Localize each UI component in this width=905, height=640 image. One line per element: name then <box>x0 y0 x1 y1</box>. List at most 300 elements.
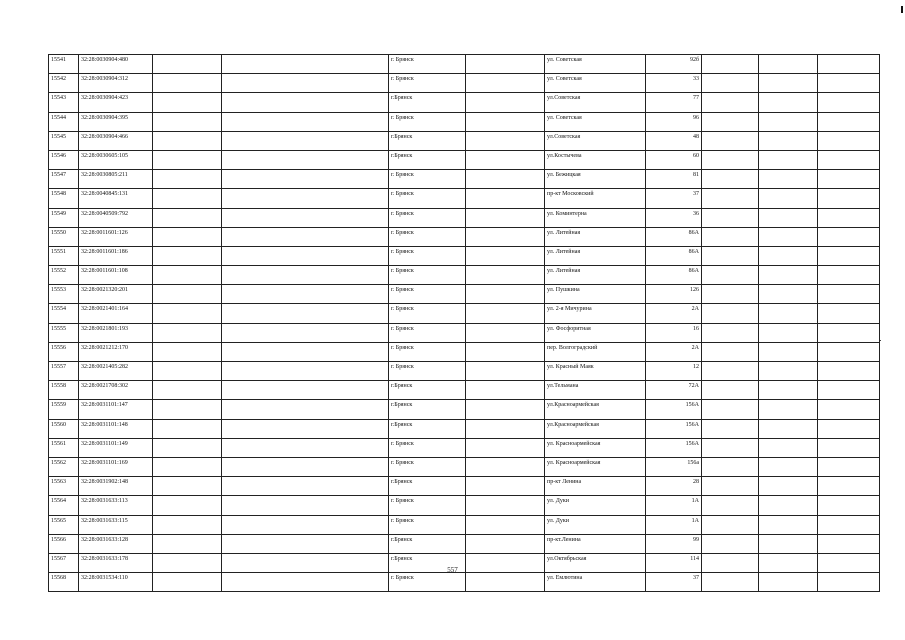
empty-cell <box>818 534 880 553</box>
empty-cell <box>153 189 222 208</box>
street-cell: ул. 2-я Мичурина <box>545 304 646 323</box>
cadastral-number-cell: 32:28:0021801:193 <box>79 323 153 342</box>
empty-cell <box>702 150 759 169</box>
empty-cell <box>702 457 759 476</box>
house-number-cell: 86А <box>646 266 702 285</box>
empty-cell <box>466 246 545 265</box>
empty-cell <box>222 227 389 246</box>
empty-cell <box>466 362 545 381</box>
empty-cell <box>466 381 545 400</box>
table-row <box>49 438 880 457</box>
street-cell: ул. Красноармейская <box>545 457 646 476</box>
empty-cell <box>222 150 389 169</box>
empty-cell <box>818 246 880 265</box>
empty-cell <box>153 573 222 592</box>
empty-cell <box>466 266 545 285</box>
empty-cell <box>222 457 389 476</box>
empty-cell <box>222 55 389 74</box>
cadastral-number-cell: 32:28:0021320:201 <box>79 285 153 304</box>
house-number-cell: 86А <box>646 227 702 246</box>
empty-cell <box>759 55 818 74</box>
street-cell: ул. Коминтерна <box>545 208 646 227</box>
empty-cell <box>759 323 818 342</box>
empty-cell <box>153 496 222 515</box>
empty-cell <box>222 246 389 265</box>
empty-cell <box>466 227 545 246</box>
empty-cell <box>222 496 389 515</box>
city-cell: г. Брянск <box>389 304 466 323</box>
house-number-cell: 2А <box>646 342 702 361</box>
empty-cell <box>818 342 880 361</box>
city-cell: г. Брянск <box>389 285 466 304</box>
house-number-cell: 37 <box>646 189 702 208</box>
street-cell: пер. Волгоградский <box>545 342 646 361</box>
cadastral-number-cell: 32:28:0031633:178 <box>79 553 153 572</box>
empty-cell <box>222 362 389 381</box>
empty-cell <box>702 285 759 304</box>
house-number-cell: 126 <box>646 285 702 304</box>
empty-cell <box>818 573 880 592</box>
house-number-cell: 28 <box>646 477 702 496</box>
scan-speck <box>880 340 881 341</box>
empty-cell <box>153 55 222 74</box>
empty-cell <box>759 208 818 227</box>
empty-cell <box>153 246 222 265</box>
street-cell: ул.Октябрьская <box>545 553 646 572</box>
empty-cell <box>466 285 545 304</box>
street-cell: ул.Советская <box>545 131 646 150</box>
empty-cell <box>818 170 880 189</box>
empty-cell <box>759 438 818 457</box>
empty-cell <box>818 55 880 74</box>
city-cell: г.Брянск <box>389 93 466 112</box>
table-row <box>49 477 880 496</box>
street-cell: ул. Советская <box>545 74 646 93</box>
house-number-cell: 37 <box>646 573 702 592</box>
cadastral-number-cell: 32:28:0031633:128 <box>79 534 153 553</box>
row-number-cell: 15563 <box>49 477 79 496</box>
street-cell: ул. Советская <box>545 55 646 74</box>
house-number-cell: 99 <box>646 534 702 553</box>
cadastral-number-cell: 32:28:0021405:282 <box>79 362 153 381</box>
row-number-cell: 15541 <box>49 55 79 74</box>
city-cell: г. Брянск <box>389 342 466 361</box>
empty-cell <box>153 112 222 131</box>
empty-cell <box>759 400 818 419</box>
city-cell: г.Брянск <box>389 381 466 400</box>
empty-cell <box>759 285 818 304</box>
house-number-cell: 12 <box>646 362 702 381</box>
city-cell: г. Брянск <box>389 208 466 227</box>
empty-cell <box>702 74 759 93</box>
street-cell: пр-кт.Ленина <box>545 534 646 553</box>
cadastral-number-cell: 32:28:0031101:147 <box>79 400 153 419</box>
empty-cell <box>818 381 880 400</box>
empty-cell <box>153 534 222 553</box>
cadastral-number-cell: 32:28:0030904:423 <box>79 93 153 112</box>
row-number-cell: 15562 <box>49 457 79 476</box>
empty-cell <box>702 515 759 534</box>
empty-cell <box>153 381 222 400</box>
house-number-cell: 96 <box>646 112 702 131</box>
empty-cell <box>222 208 389 227</box>
empty-cell <box>818 419 880 438</box>
empty-cell <box>702 266 759 285</box>
row-number-cell: 15561 <box>49 438 79 457</box>
street-cell: ул. Красный Маяк <box>545 362 646 381</box>
cadastral-number-cell: 32:28:0030805:211 <box>79 170 153 189</box>
empty-cell <box>818 266 880 285</box>
house-number-cell: 36 <box>646 208 702 227</box>
house-number-cell: 86А <box>646 246 702 265</box>
row-number-cell: 15543 <box>49 93 79 112</box>
empty-cell <box>702 400 759 419</box>
row-number-cell: 15559 <box>49 400 79 419</box>
empty-cell <box>818 285 880 304</box>
city-cell: г.Брянск <box>389 419 466 438</box>
empty-cell <box>818 515 880 534</box>
empty-cell <box>759 573 818 592</box>
row-number-cell: 15560 <box>49 419 79 438</box>
empty-cell <box>818 150 880 169</box>
empty-cell <box>222 266 389 285</box>
empty-cell <box>818 304 880 323</box>
row-number-cell: 15551 <box>49 246 79 265</box>
table-row <box>49 131 880 150</box>
cadastral-number-cell: 32:28:0030904:312 <box>79 74 153 93</box>
empty-cell <box>466 342 545 361</box>
empty-cell <box>466 93 545 112</box>
empty-cell <box>702 208 759 227</box>
cadastral-number-cell: 32:28:0030904:466 <box>79 131 153 150</box>
city-cell: г. Брянск <box>389 457 466 476</box>
cadastral-number-cell: 32:28:0040845:131 <box>79 189 153 208</box>
empty-cell <box>818 400 880 419</box>
empty-cell <box>818 323 880 342</box>
city-cell: г.Брянск <box>389 131 466 150</box>
city-cell: г.Брянск <box>389 553 466 572</box>
row-number-cell: 15549 <box>49 208 79 227</box>
empty-cell <box>153 150 222 169</box>
cadastral-number-cell: 32:28:0011601:186 <box>79 246 153 265</box>
empty-cell <box>466 496 545 515</box>
table-row <box>49 496 880 515</box>
empty-cell <box>153 457 222 476</box>
empty-cell <box>702 131 759 150</box>
empty-cell <box>153 170 222 189</box>
empty-cell <box>818 74 880 93</box>
house-number-cell: 16 <box>646 323 702 342</box>
city-cell: г. Брянск <box>389 112 466 131</box>
row-number-cell: 15546 <box>49 150 79 169</box>
empty-cell <box>222 419 389 438</box>
empty-cell <box>222 573 389 592</box>
empty-cell <box>466 573 545 592</box>
street-cell: ул.Советская <box>545 93 646 112</box>
empty-cell <box>818 438 880 457</box>
street-cell: ул. Емлютина <box>545 573 646 592</box>
empty-cell <box>153 419 222 438</box>
street-cell: ул. Литейная <box>545 266 646 285</box>
house-number-cell: 33 <box>646 74 702 93</box>
empty-cell <box>818 477 880 496</box>
row-number-cell: 15552 <box>49 266 79 285</box>
table-row <box>49 93 880 112</box>
table-row <box>49 74 880 93</box>
empty-cell <box>222 285 389 304</box>
street-cell: пр-кт Московский <box>545 189 646 208</box>
row-number-cell: 15568 <box>49 573 79 592</box>
empty-cell <box>466 55 545 74</box>
cadastral-number-cell: 32:28:0031101:148 <box>79 419 153 438</box>
row-number-cell: 15542 <box>49 74 79 93</box>
city-cell: г. Брянск <box>389 189 466 208</box>
empty-cell <box>759 74 818 93</box>
house-number-cell: 156А <box>646 438 702 457</box>
empty-cell <box>702 419 759 438</box>
row-number-cell: 15544 <box>49 112 79 131</box>
empty-cell <box>153 342 222 361</box>
house-number-cell: 72А <box>646 381 702 400</box>
empty-cell <box>818 227 880 246</box>
empty-cell <box>702 189 759 208</box>
empty-cell <box>818 208 880 227</box>
empty-cell <box>759 189 818 208</box>
empty-cell <box>222 534 389 553</box>
street-cell: ул. Бежицкая <box>545 170 646 189</box>
street-cell: пр-кт Ленина <box>545 477 646 496</box>
table-row <box>49 323 880 342</box>
cadastral-number-cell: 32:28:0021401:164 <box>79 304 153 323</box>
table-row <box>49 515 880 534</box>
empty-cell <box>759 496 818 515</box>
house-number-cell: 81 <box>646 170 702 189</box>
row-number-cell: 15553 <box>49 285 79 304</box>
city-cell: г.Брянск <box>389 150 466 169</box>
cadastral-number-cell: 32:28:0021212:170 <box>79 342 153 361</box>
row-number-cell: 15564 <box>49 496 79 515</box>
table-row <box>49 381 880 400</box>
table-row <box>49 150 880 169</box>
empty-cell <box>153 515 222 534</box>
empty-cell <box>702 477 759 496</box>
empty-cell <box>466 515 545 534</box>
empty-cell <box>759 362 818 381</box>
row-number-cell: 15558 <box>49 381 79 400</box>
empty-cell <box>818 93 880 112</box>
street-cell: ул.Костычева <box>545 150 646 169</box>
street-cell: ул. Дуки <box>545 515 646 534</box>
empty-cell <box>759 112 818 131</box>
cadastral-number-cell: 32:28:0031534:110 <box>79 573 153 592</box>
empty-cell <box>222 323 389 342</box>
table-row <box>49 304 880 323</box>
cadastral-number-cell: 32:28:0031902:148 <box>79 477 153 496</box>
empty-cell <box>759 477 818 496</box>
empty-cell <box>153 227 222 246</box>
empty-cell <box>222 477 389 496</box>
table-row <box>49 457 880 476</box>
registry-body <box>49 55 880 592</box>
street-cell: ул. Дуки <box>545 496 646 515</box>
empty-cell <box>222 381 389 400</box>
empty-cell <box>153 93 222 112</box>
empty-cell <box>759 419 818 438</box>
house-number-cell: 60 <box>646 150 702 169</box>
empty-cell <box>466 189 545 208</box>
empty-cell <box>466 131 545 150</box>
empty-cell <box>818 189 880 208</box>
city-cell: г. Брянск <box>389 227 466 246</box>
row-number-cell: 15566 <box>49 534 79 553</box>
empty-cell <box>818 457 880 476</box>
empty-cell <box>702 55 759 74</box>
empty-cell <box>222 112 389 131</box>
empty-cell <box>222 74 389 93</box>
empty-cell <box>153 131 222 150</box>
city-cell: г. Брянск <box>389 438 466 457</box>
empty-cell <box>153 285 222 304</box>
cadastral-number-cell: 32:28:0031633:115 <box>79 515 153 534</box>
row-number-cell: 15550 <box>49 227 79 246</box>
empty-cell <box>466 74 545 93</box>
registry-table <box>48 54 880 592</box>
empty-cell <box>222 438 389 457</box>
empty-cell <box>466 150 545 169</box>
empty-cell <box>702 362 759 381</box>
table-row <box>49 400 880 419</box>
table-row <box>49 573 880 592</box>
city-cell: г. Брянск <box>389 74 466 93</box>
empty-cell <box>759 342 818 361</box>
table-row <box>49 534 880 553</box>
house-number-cell: 156а <box>646 457 702 476</box>
empty-cell <box>759 457 818 476</box>
empty-cell <box>702 534 759 553</box>
table-row <box>49 112 880 131</box>
empty-cell <box>702 246 759 265</box>
empty-cell <box>466 112 545 131</box>
table-row <box>49 170 880 189</box>
table-row <box>49 208 880 227</box>
city-cell: г. Брянск <box>389 170 466 189</box>
empty-cell <box>466 304 545 323</box>
city-cell: г. Брянск <box>389 246 466 265</box>
empty-cell <box>466 208 545 227</box>
house-number-cell: 92б <box>646 55 702 74</box>
empty-cell <box>466 170 545 189</box>
empty-cell <box>466 534 545 553</box>
empty-cell <box>222 131 389 150</box>
scan-edge-mark <box>901 6 903 13</box>
street-cell: ул. Литейная <box>545 227 646 246</box>
city-cell: г. Брянск <box>389 496 466 515</box>
row-number-cell: 15567 <box>49 553 79 572</box>
empty-cell <box>759 515 818 534</box>
empty-cell <box>759 131 818 150</box>
cadastral-number-cell: 32:28:0011601:108 <box>79 266 153 285</box>
empty-cell <box>222 515 389 534</box>
row-number-cell: 15554 <box>49 304 79 323</box>
empty-cell <box>818 112 880 131</box>
house-number-cell: 114 <box>646 553 702 572</box>
street-cell: ул. Фосфоритная <box>545 323 646 342</box>
table-row <box>49 246 880 265</box>
row-number-cell: 15547 <box>49 170 79 189</box>
cadastral-number-cell: 32:28:0030904:395 <box>79 112 153 131</box>
city-cell: г.Брянск <box>389 400 466 419</box>
house-number-cell: 2А <box>646 304 702 323</box>
cadastral-number-cell: 32:28:0040509:792 <box>79 208 153 227</box>
empty-cell <box>153 400 222 419</box>
empty-cell <box>222 170 389 189</box>
empty-cell <box>466 457 545 476</box>
table-row <box>49 189 880 208</box>
empty-cell <box>759 93 818 112</box>
empty-cell <box>222 93 389 112</box>
empty-cell <box>222 189 389 208</box>
house-number-cell: 1А <box>646 515 702 534</box>
empty-cell <box>759 227 818 246</box>
empty-cell <box>702 381 759 400</box>
street-cell: ул.Тельмана <box>545 381 646 400</box>
empty-cell <box>818 131 880 150</box>
table-row <box>49 419 880 438</box>
table-row <box>49 342 880 361</box>
cadastral-number-cell: 32:28:0030605:105 <box>79 150 153 169</box>
empty-cell <box>702 93 759 112</box>
city-cell: г. Брянск <box>389 362 466 381</box>
street-cell: ул. Пушкина <box>545 285 646 304</box>
empty-cell <box>702 438 759 457</box>
cadastral-number-cell: 32:28:0031633:113 <box>79 496 153 515</box>
city-cell: г. Брянск <box>389 573 466 592</box>
table-row <box>49 55 880 74</box>
empty-cell <box>466 400 545 419</box>
empty-cell <box>818 362 880 381</box>
street-cell: ул.Красноармейская <box>545 419 646 438</box>
row-number-cell: 15557 <box>49 362 79 381</box>
cadastral-number-cell: 32:28:0011601:126 <box>79 227 153 246</box>
row-number-cell: 15555 <box>49 323 79 342</box>
house-number-cell: 48 <box>646 131 702 150</box>
empty-cell <box>153 304 222 323</box>
city-cell: г. Брянск <box>389 266 466 285</box>
empty-cell <box>702 342 759 361</box>
empty-cell <box>153 208 222 227</box>
city-cell: г.Брянск <box>389 534 466 553</box>
table-row <box>49 362 880 381</box>
empty-cell <box>153 74 222 93</box>
empty-cell <box>222 400 389 419</box>
city-cell: г. Брянск <box>389 55 466 74</box>
empty-cell <box>759 266 818 285</box>
empty-cell <box>759 170 818 189</box>
row-number-cell: 15565 <box>49 515 79 534</box>
city-cell: г. Брянск <box>389 323 466 342</box>
row-number-cell: 15545 <box>49 131 79 150</box>
page-number: 557 <box>447 566 458 574</box>
empty-cell <box>702 573 759 592</box>
row-number-cell: 15556 <box>49 342 79 361</box>
empty-cell <box>759 150 818 169</box>
cadastral-number-cell: 32:28:0031101:149 <box>79 438 153 457</box>
empty-cell <box>702 227 759 246</box>
empty-cell <box>153 362 222 381</box>
empty-cell <box>702 304 759 323</box>
empty-cell <box>759 534 818 553</box>
city-cell: г.Брянск <box>389 477 466 496</box>
